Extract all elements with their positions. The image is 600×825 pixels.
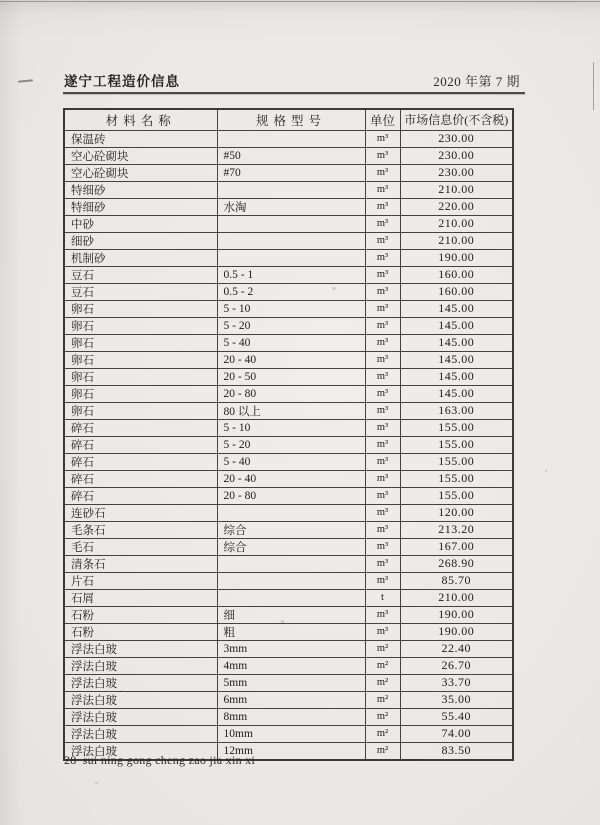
table-row	[64, 623, 513, 640]
spec-model: 水淘	[217, 198, 365, 215]
spec-model	[217, 555, 365, 572]
spec-model: #50	[217, 147, 365, 164]
table-row	[64, 453, 513, 470]
scan-speck	[95, 782, 98, 784]
price: 230.00	[400, 164, 513, 181]
unit: m³	[365, 317, 400, 334]
material-name: 保温砖	[64, 130, 217, 147]
price: 83.50	[400, 742, 513, 760]
material-name: 浮法白玻	[64, 708, 217, 725]
unit: m³	[365, 181, 400, 198]
table-row	[64, 657, 513, 674]
spec-model: 5 - 40	[217, 334, 365, 351]
price: 35.00	[400, 691, 513, 708]
spec-model	[217, 589, 365, 606]
unit: m³	[365, 453, 400, 470]
unit: m³	[365, 538, 400, 555]
spec-model	[217, 249, 365, 266]
unit: m²	[365, 657, 400, 674]
unit: m³	[365, 504, 400, 521]
price: 145.00	[400, 368, 513, 385]
price: 155.00	[400, 419, 513, 436]
material-name: 浮法白玻	[64, 725, 217, 742]
material-name: 卵石	[64, 351, 217, 368]
unit: m²	[365, 640, 400, 657]
material-name: 碎石	[64, 436, 217, 453]
material-name: 细砂	[64, 232, 217, 249]
spec-model: 3mm	[217, 640, 365, 657]
unit: m²	[365, 742, 400, 760]
spec-model: 4mm	[217, 657, 365, 674]
table-row	[64, 470, 513, 487]
unit: m³	[365, 555, 400, 572]
material-price-table	[63, 108, 514, 761]
table-row	[64, 232, 513, 249]
unit: m³	[365, 130, 400, 147]
footer-pinyin: sui ning gong cheng zao jia xin xi	[82, 753, 256, 767]
material-name: 空心砼砌块	[64, 164, 217, 181]
price: 155.00	[400, 470, 513, 487]
material-name: 浮法白玻	[64, 691, 217, 708]
table-row	[64, 589, 513, 606]
unit: m³	[365, 623, 400, 640]
table-row	[64, 351, 513, 368]
material-name: 碎石	[64, 419, 217, 436]
price: 155.00	[400, 487, 513, 504]
page-footer	[64, 753, 255, 768]
spec-model: 5mm	[217, 674, 365, 691]
unit: m³	[365, 385, 400, 402]
spec-model: 5 - 10	[217, 300, 365, 317]
unit: m³	[365, 283, 400, 300]
price: 210.00	[400, 215, 513, 232]
spec-model: 0.5 - 2	[217, 283, 365, 300]
spec-model: 5 - 20	[217, 436, 365, 453]
material-name: 碎石	[64, 487, 217, 504]
table-row	[64, 521, 513, 538]
material-name: 石粉	[64, 623, 217, 640]
unit: m³	[365, 215, 400, 232]
unit: t	[365, 589, 400, 606]
table-row	[64, 215, 513, 232]
spec-model: 综合	[217, 538, 365, 555]
spec-model: 8mm	[217, 708, 365, 725]
table-row	[64, 504, 513, 521]
unit: m³	[365, 351, 400, 368]
table-row	[64, 266, 513, 283]
unit: m³	[365, 164, 400, 181]
table-row	[64, 640, 513, 657]
spec-model: 20 - 40	[217, 470, 365, 487]
unit: m³	[365, 232, 400, 249]
table-row	[64, 368, 513, 385]
price: 210.00	[400, 181, 513, 198]
price: 167.00	[400, 538, 513, 555]
price: 155.00	[400, 453, 513, 470]
spec-model	[217, 215, 365, 232]
unit: m²	[365, 708, 400, 725]
material-name: 石粉	[64, 606, 217, 623]
unit: m²	[365, 674, 400, 691]
spec-model: 5 - 20	[217, 317, 365, 334]
table-row	[64, 487, 513, 504]
price: 145.00	[400, 334, 513, 351]
table-row	[64, 249, 513, 266]
table-row	[64, 572, 513, 589]
table-row	[64, 708, 513, 725]
material-name: 毛条石	[64, 521, 217, 538]
material-name: 浮法白玻	[64, 657, 217, 674]
material-name: 碎石	[64, 470, 217, 487]
material-name: 卵石	[64, 385, 217, 402]
spec-model: 20 - 80	[217, 385, 365, 402]
material-name: 豆石	[64, 266, 217, 283]
price: 190.00	[400, 249, 513, 266]
material-name: 机制砂	[64, 249, 217, 266]
price: 210.00	[400, 589, 513, 606]
material-name: 碎石	[64, 453, 217, 470]
table-row	[64, 402, 513, 419]
material-name: 特细砂	[64, 181, 217, 198]
material-name: 片石	[64, 572, 217, 589]
material-name: 卵石	[64, 300, 217, 317]
table-row	[64, 181, 513, 198]
unit: m³	[365, 470, 400, 487]
price: 145.00	[400, 300, 513, 317]
spec-model	[217, 572, 365, 589]
header-rule	[63, 92, 525, 94]
spec-model: 20 - 40	[217, 351, 365, 368]
unit: m³	[365, 334, 400, 351]
price: 220.00	[400, 198, 513, 215]
price: 26.70	[400, 657, 513, 674]
price: 33.70	[400, 674, 513, 691]
price: 145.00	[400, 351, 513, 368]
unit: m²	[365, 691, 400, 708]
unit: m³	[365, 521, 400, 538]
material-name: 特细砂	[64, 198, 217, 215]
material-name: 浮法白玻	[64, 640, 217, 657]
unit: m³	[365, 198, 400, 215]
spec-model: 12mm	[217, 742, 365, 760]
unit: m³	[365, 368, 400, 385]
table-header-row	[64, 109, 513, 130]
column-header: 市场信息价(不含税)	[400, 109, 513, 130]
table-head	[64, 109, 513, 130]
material-name: 卵石	[64, 368, 217, 385]
spec-model: 细	[217, 606, 365, 623]
spec-model: 20 - 80	[217, 487, 365, 504]
price: 190.00	[400, 606, 513, 623]
spec-model: 粗	[217, 623, 365, 640]
spec-model	[217, 232, 365, 249]
table-row	[64, 419, 513, 436]
price: 155.00	[400, 436, 513, 453]
table-row	[64, 674, 513, 691]
material-name: 中砂	[64, 215, 217, 232]
table-body	[64, 130, 513, 760]
material-name: 浮法白玻	[64, 742, 217, 760]
scan-top-edge	[0, 1, 600, 2]
issue-label: 2020 年第 7 期	[433, 74, 520, 89]
page-number: 28	[64, 753, 77, 767]
unit: m³	[365, 266, 400, 283]
spec-model	[217, 504, 365, 521]
table-row	[64, 691, 513, 708]
unit: m³	[365, 402, 400, 419]
spec-model: 10mm	[217, 725, 365, 742]
table-row	[64, 283, 513, 300]
table-row	[64, 538, 513, 555]
price: 160.00	[400, 283, 513, 300]
material-name: 空心砼砌块	[64, 147, 217, 164]
price: 268.90	[400, 555, 513, 572]
table-row	[64, 555, 513, 572]
unit: m³	[365, 147, 400, 164]
price: 190.00	[400, 623, 513, 640]
price: 85.70	[400, 572, 513, 589]
price: 230.00	[400, 147, 513, 164]
scan-speck	[545, 470, 547, 472]
price: 120.00	[400, 504, 513, 521]
table-row	[64, 300, 513, 317]
material-name: 卵石	[64, 334, 217, 351]
column-header: 材料名称	[64, 109, 217, 130]
unit: m³	[365, 419, 400, 436]
price: 213.20	[400, 521, 513, 538]
spec-model: 6mm	[217, 691, 365, 708]
table-row	[64, 606, 513, 623]
table-row	[64, 317, 513, 334]
material-name: 连砂石	[64, 504, 217, 521]
price: 74.00	[400, 725, 513, 742]
spec-model: 80 以上	[217, 402, 365, 419]
unit: m²	[365, 725, 400, 742]
price: 145.00	[400, 317, 513, 334]
price: 163.00	[400, 402, 513, 419]
table-row	[64, 198, 513, 215]
table-row	[64, 147, 513, 164]
table-row	[64, 385, 513, 402]
material-name: 石屑	[64, 589, 217, 606]
price: 22.40	[400, 640, 513, 657]
unit: m³	[365, 487, 400, 504]
spec-model: 5 - 10	[217, 419, 365, 436]
material-name: 毛石	[64, 538, 217, 555]
column-header: 规格型号	[217, 109, 365, 130]
publication-title: 遂宁工程造价信息	[64, 74, 180, 89]
table-row	[64, 164, 513, 181]
spec-model	[217, 181, 365, 198]
table-row	[64, 130, 513, 147]
table-row	[64, 436, 513, 453]
price: 230.00	[400, 130, 513, 147]
spec-model: 20 - 50	[217, 368, 365, 385]
price: 160.00	[400, 266, 513, 283]
unit: m³	[365, 572, 400, 589]
price: 210.00	[400, 232, 513, 249]
unit: m³	[365, 606, 400, 623]
unit: m³	[365, 249, 400, 266]
material-name: 浮法白玻	[64, 674, 217, 691]
table-row	[64, 334, 513, 351]
spec-model	[217, 130, 365, 147]
spec-model: #70	[217, 164, 365, 181]
spec-model: 综合	[217, 521, 365, 538]
price: 55.40	[400, 708, 513, 725]
material-name: 清条石	[64, 555, 217, 572]
unit: m³	[365, 300, 400, 317]
material-name: 豆石	[64, 283, 217, 300]
column-header: 单位	[365, 109, 400, 130]
unit: m³	[365, 436, 400, 453]
page-header	[0, 70, 600, 90]
price: 145.00	[400, 385, 513, 402]
spec-model: 5 - 40	[217, 453, 365, 470]
material-name: 卵石	[64, 402, 217, 419]
material-name: 卵石	[64, 317, 217, 334]
table-row	[64, 725, 513, 742]
spec-model: 0.5 - 1	[217, 266, 365, 283]
